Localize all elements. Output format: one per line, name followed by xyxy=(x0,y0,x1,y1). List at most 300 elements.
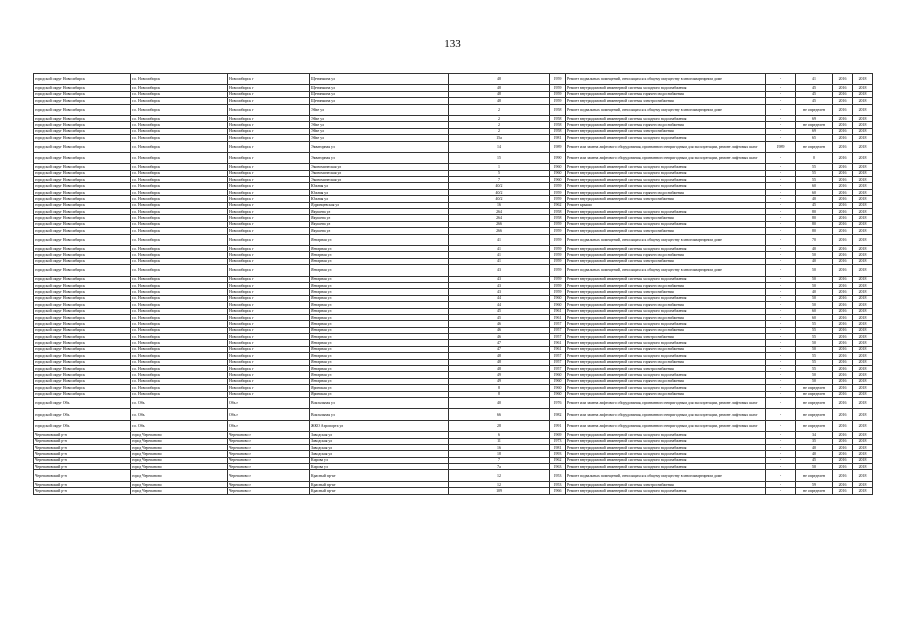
municipality-cell: г.о. Обь xyxy=(131,420,228,431)
lift-year-cell: - xyxy=(766,74,796,85)
district-cell: городской округ Новосибирск xyxy=(34,385,131,391)
lift-year-cell: - xyxy=(766,464,796,470)
lift-year-cell: - xyxy=(766,432,796,438)
municipality-cell: г.о. Новосибирск xyxy=(131,252,228,258)
district-cell: городской округ Новосибирск xyxy=(34,302,131,308)
work-cell: Ремонт внутридомовой инженерной системы электроснабжения xyxy=(566,196,766,202)
plan-end-cell: 2018 xyxy=(853,321,873,327)
year-cell: 1957 xyxy=(550,359,566,365)
municipality-cell: г.о. Новосибирск xyxy=(131,366,228,372)
district-cell: городской округ Новосибирск xyxy=(34,346,131,352)
work-cell: Ремонт внутридомовой инженерной системы холодного водоснабжения xyxy=(566,209,766,215)
plan-start-cell: 2016 xyxy=(833,289,853,295)
house-cell: 16 xyxy=(449,444,550,450)
house-cell: 6 xyxy=(449,432,550,438)
lift-year-cell: - xyxy=(766,234,796,245)
plan-start-cell: 2016 xyxy=(833,488,853,494)
plan-start-cell: 2016 xyxy=(833,258,853,264)
cost-cell: 40 xyxy=(796,245,833,251)
plan-end-cell: 2018 xyxy=(853,385,873,391)
locality-cell: Новосибирск г xyxy=(228,372,310,378)
lift-year-cell: - xyxy=(766,409,796,420)
lift-year-cell: - xyxy=(766,457,796,463)
year-cell: 1960 xyxy=(550,372,566,378)
municipality-cell: г.о. Новосибирск xyxy=(131,302,228,308)
locality-cell: Новосибирск г xyxy=(228,340,310,346)
lift-year-cell: - xyxy=(766,183,796,189)
municipality-cell: город Черепаново xyxy=(131,444,228,450)
house-cell: 264 xyxy=(449,209,550,215)
work-cell: Ремонт или замена лифтового оборудования, признанного непригодным для эксплуатации, ремонт лифтовых шахт xyxy=(566,397,766,408)
work-cell: Ремонт внутридомовой инженерной системы холодного водоснабжения xyxy=(566,85,766,91)
plan-start-cell: 2016 xyxy=(833,409,853,420)
locality-cell: Новосибирск г xyxy=(228,353,310,359)
locality-cell: Новосибирск г xyxy=(228,135,310,141)
municipality-cell: г.о. Новосибирск xyxy=(131,215,228,221)
cost-cell: 45 xyxy=(796,98,833,104)
house-cell: 46 xyxy=(449,327,550,333)
plan-start-cell: 2016 xyxy=(833,302,853,308)
lift-year-cell: - xyxy=(766,209,796,215)
district-cell: городской округ Новосибирск xyxy=(34,189,131,195)
lift-year-cell: - xyxy=(766,334,796,340)
house-cell: 45 xyxy=(449,314,550,320)
work-cell: Ремонт внутридомовой инженерной системы холодного водоснабжения xyxy=(566,438,766,444)
plan-start-cell: 2016 xyxy=(833,135,853,141)
street-cell: Янтарная ул xyxy=(310,252,449,258)
cost-cell: не определен xyxy=(796,397,833,408)
lift-year-cell: - xyxy=(766,215,796,221)
plan-start-cell: 2016 xyxy=(833,432,853,438)
lift-year-cell: - xyxy=(766,372,796,378)
lift-year-cell: - xyxy=(766,470,796,481)
year-cell: 1960 xyxy=(550,170,566,176)
lift-year-cell: - xyxy=(766,378,796,384)
locality-cell: Новосибирск г xyxy=(228,359,310,365)
plan-end-cell: 2018 xyxy=(853,104,873,115)
year-cell: 1982 xyxy=(550,409,566,420)
work-cell: Ремонт внутридомовой инженерной системы холодного водоснабжения xyxy=(566,276,766,282)
lift-year-cell: - xyxy=(766,444,796,450)
municipality-cell: г.о. Новосибирск xyxy=(131,209,228,215)
work-cell: Ремонт внутридомовой инженерной системы горячего водоснабжения xyxy=(566,252,766,258)
house-cell: 48 xyxy=(449,366,550,372)
plan-end-cell: 2018 xyxy=(853,346,873,352)
house-cell: 8 xyxy=(449,385,550,391)
locality-cell: Новосибирск г xyxy=(228,276,310,282)
street-cell: Янтарная ул xyxy=(310,234,449,245)
house-cell: 45 xyxy=(449,308,550,314)
work-cell: Ремонт внутридомовой инженерной системы электроснабжения xyxy=(566,366,766,372)
year-cell: 1973 xyxy=(550,438,566,444)
plan-start-cell: 2016 xyxy=(833,464,853,470)
municipality-cell: г.о. Новосибирск xyxy=(131,321,228,327)
district-cell: городской округ Новосибирск xyxy=(34,321,131,327)
house-cell: 40/2 xyxy=(449,196,550,202)
cost-cell: 40 xyxy=(796,444,833,450)
street-cell: Южная ул xyxy=(310,196,449,202)
plan-end-cell: 2018 xyxy=(853,444,873,450)
plan-start-cell: 2016 xyxy=(833,385,853,391)
year-cell: 1989 xyxy=(550,141,566,152)
year-cell: 1957 xyxy=(550,321,566,327)
house-cell: 28 xyxy=(449,420,550,431)
work-cell: Ремонт внутридомовой инженерной системы холодного водоснабжения xyxy=(566,170,766,176)
cost-cell: 50 xyxy=(796,346,833,352)
street-cell: Янтарная ул xyxy=(310,346,449,352)
work-cell: Ремонт или замена лифтового оборудования, признанного непригодным для эксплуатации, ремонт лифтовых шахт xyxy=(566,141,766,152)
house-cell: 48 xyxy=(449,85,550,91)
lift-year-cell: - xyxy=(766,135,796,141)
house-cell: 12 xyxy=(449,470,550,481)
street-cell: Ядринцевская ул xyxy=(310,202,449,208)
cost-cell: 80 xyxy=(796,221,833,227)
locality-cell: Новосибирск г xyxy=(228,122,310,128)
district-cell: городской округ Новосибирск xyxy=(34,245,131,251)
house-cell: 15 xyxy=(449,152,550,163)
street-cell: Красный пр-кт xyxy=(310,488,449,494)
locality-cell: Новосибирск г xyxy=(228,202,310,208)
work-cell: Ремонт внутридомовой инженерной системы горячего водоснабжения xyxy=(566,314,766,320)
street-cell: Красный пр-кт xyxy=(310,481,449,487)
district-cell: городской округ Новосибирск xyxy=(34,215,131,221)
house-cell: 47 xyxy=(449,340,550,346)
year-cell: 1958 xyxy=(550,122,566,128)
street-cell: Янтарная ул xyxy=(310,321,449,327)
street-cell: Янтарная ул xyxy=(310,340,449,346)
cost-cell: 55 xyxy=(796,327,833,333)
district-cell: городской округ Новосибирск xyxy=(34,308,131,314)
year-cell: 1960 xyxy=(550,295,566,301)
district-cell: городской округ Новосибирск xyxy=(34,202,131,208)
year-cell: 1959 xyxy=(550,276,566,282)
work-cell: Ремонт внутридомовой инженерной системы холодного водоснабжения xyxy=(566,457,766,463)
year-cell: 1959 xyxy=(550,245,566,251)
cost-cell: 45 xyxy=(796,457,833,463)
locality-cell: Новосибирск г xyxy=(228,308,310,314)
district-cell: городской округ Новосибирск xyxy=(34,164,131,170)
plan-end-cell: 2018 xyxy=(853,252,873,258)
district-cell: городской округ Новосибирск xyxy=(34,98,131,104)
house-cell: 7а xyxy=(449,464,550,470)
lift-year-cell: - xyxy=(766,321,796,327)
house-cell: 8 xyxy=(449,391,550,397)
plan-end-cell: 2018 xyxy=(853,91,873,97)
year-cell: 1957 xyxy=(550,366,566,372)
plan-start-cell: 2016 xyxy=(833,177,853,183)
municipality-cell: г.о. Новосибирск xyxy=(131,245,228,251)
plan-start-cell: 2016 xyxy=(833,85,853,91)
street-cell: Кирова ул xyxy=(310,464,449,470)
plan-start-cell: 2016 xyxy=(833,122,853,128)
district-cell: городской округ Новосибирск xyxy=(34,372,131,378)
lift-year-cell: - xyxy=(766,391,796,397)
municipality-cell: город Черепаново xyxy=(131,481,228,487)
house-cell: 48 xyxy=(449,98,550,104)
district-cell: городской округ Новосибирск xyxy=(34,196,131,202)
street-cell: Щетинкина ул xyxy=(310,85,449,91)
lift-year-cell: - xyxy=(766,488,796,494)
cost-cell: 50 xyxy=(796,282,833,288)
table-row xyxy=(34,420,873,431)
municipality-cell: город Черепаново xyxy=(131,438,228,444)
plan-start-cell: 2016 xyxy=(833,470,853,481)
street-cell: Эйхе ул xyxy=(310,104,449,115)
municipality-cell: г.о. Новосибирск xyxy=(131,359,228,365)
district-cell: городской округ Новосибирск xyxy=(34,122,131,128)
year-cell: 1963 xyxy=(550,464,566,470)
cost-cell: 40 xyxy=(796,196,833,202)
locality-cell: Новосибирск г xyxy=(228,295,310,301)
district-cell: Черепановский р-н xyxy=(34,451,131,457)
cost-cell: 55 xyxy=(796,177,833,183)
street-cell: Янтарная ул xyxy=(310,314,449,320)
municipality-cell: г.о. Новосибирск xyxy=(131,189,228,195)
house-cell: 46 xyxy=(449,334,550,340)
plan-end-cell: 2018 xyxy=(853,74,873,85)
year-cell: 1959 xyxy=(550,282,566,288)
cost-cell: 45 xyxy=(796,202,833,208)
street-cell: Экономическая ул xyxy=(310,177,449,183)
table-row xyxy=(34,397,873,408)
cost-cell: 80 xyxy=(796,209,833,215)
plan-end-cell: 2018 xyxy=(853,409,873,420)
plan-start-cell: 2016 xyxy=(833,202,853,208)
plan-end-cell: 2018 xyxy=(853,432,873,438)
street-cell: Янтарная ул xyxy=(310,378,449,384)
table-body xyxy=(34,74,873,495)
lift-year-cell: - xyxy=(766,245,796,251)
year-cell: 1961 xyxy=(550,314,566,320)
locality-cell: Новосибирск г xyxy=(228,265,310,276)
plan-end-cell: 2018 xyxy=(853,302,873,308)
plan-end-cell: 2018 xyxy=(853,420,873,431)
plan-end-cell: 2018 xyxy=(853,314,873,320)
street-cell: Вокзальная ул xyxy=(310,397,449,408)
plan-end-cell: 2018 xyxy=(853,295,873,301)
street-cell: Южная ул xyxy=(310,189,449,195)
plan-start-cell: 2016 xyxy=(833,152,853,163)
lift-year-cell: - xyxy=(766,98,796,104)
lift-year-cell: - xyxy=(766,189,796,195)
municipality-cell: г.о. Новосибирск xyxy=(131,202,228,208)
street-cell: Экономическая ул xyxy=(310,170,449,176)
cost-cell: 45 xyxy=(796,91,833,97)
plan-end-cell: 2018 xyxy=(853,451,873,457)
district-cell: городской округ Новосибирск xyxy=(34,378,131,384)
lift-year-cell: - xyxy=(766,308,796,314)
lift-year-cell: - xyxy=(766,196,796,202)
work-cell: Ремонт внутридомовой инженерной системы электроснабжения xyxy=(566,98,766,104)
plan-start-cell: 2016 xyxy=(833,295,853,301)
municipality-cell: г.о. Новосибирск xyxy=(131,170,228,176)
cost-cell: 60 xyxy=(796,308,833,314)
house-cell: 15а xyxy=(449,135,550,141)
lift-year-cell: - xyxy=(766,282,796,288)
house-cell: 43 xyxy=(449,282,550,288)
lift-year-cell: - xyxy=(766,276,796,282)
work-cell: Ремонт внутридомовой инженерной системы холодного водоснабжения xyxy=(566,115,766,121)
locality-cell: Черепаново г xyxy=(228,438,310,444)
plan-start-cell: 2016 xyxy=(833,359,853,365)
municipality-cell: г.о. Новосибирск xyxy=(131,258,228,264)
district-cell: городской округ Новосибирск xyxy=(34,234,131,245)
lift-year-cell: - xyxy=(766,302,796,308)
locality-cell: Обь г xyxy=(228,420,310,431)
lift-year-cell: - xyxy=(766,152,796,163)
house-cell: 2 xyxy=(449,115,550,121)
cost-cell: 70 xyxy=(796,234,833,245)
plan-start-cell: 2016 xyxy=(833,170,853,176)
work-cell: Ремонт или замена лифтового оборудования, признанного непригодным для эксплуатации, ремонт лифтовых шахт xyxy=(566,420,766,431)
street-cell: Экваторная ул xyxy=(310,141,449,152)
cost-cell: не определен xyxy=(796,488,833,494)
plan-end-cell: 2018 xyxy=(853,135,873,141)
cost-cell: 40 xyxy=(796,289,833,295)
table-row xyxy=(34,152,873,163)
cost-cell: 55 xyxy=(796,353,833,359)
plan-start-cell: 2016 xyxy=(833,252,853,258)
municipality-cell: г.о. Новосибирск xyxy=(131,295,228,301)
district-cell: городской округ Новосибирск xyxy=(34,141,131,152)
street-cell: Янтарная ул xyxy=(310,302,449,308)
street-cell: Янтарная ул xyxy=(310,265,449,276)
municipality-cell: г.о. Новосибирск xyxy=(131,334,228,340)
lift-year-cell: - xyxy=(766,385,796,391)
year-cell: 1958 xyxy=(550,215,566,221)
cost-cell: 50 xyxy=(796,372,833,378)
plan-end-cell: 2018 xyxy=(853,464,873,470)
plan-end-cell: 2018 xyxy=(853,141,873,152)
house-cell: 41 xyxy=(449,258,550,264)
street-cell: Янтарная ул xyxy=(310,334,449,340)
municipality-cell: г.о. Новосибирск xyxy=(131,385,228,391)
locality-cell: Новосибирск г xyxy=(228,258,310,264)
work-cell: Ремонт внутридомовой инженерной системы горячего водоснабжения xyxy=(566,302,766,308)
municipality-cell: г.о. Новосибирск xyxy=(131,177,228,183)
work-cell: Ремонт внутридомовой инженерной системы горячего водоснабжения xyxy=(566,282,766,288)
cost-cell: не определен xyxy=(796,420,833,431)
cost-cell: 50 xyxy=(796,265,833,276)
year-cell: 1959 xyxy=(550,289,566,295)
plan-start-cell: 2016 xyxy=(833,438,853,444)
cost-cell: 55 xyxy=(796,366,833,372)
lift-year-cell: - xyxy=(766,359,796,365)
lift-year-cell: - xyxy=(766,85,796,91)
district-cell: городской округ Новосибирск xyxy=(34,135,131,141)
work-cell: Ремонт подвальных помещений, относящихся к общему имуществу в многоквартирном доме xyxy=(566,234,766,245)
cost-cell: 55 xyxy=(796,164,833,170)
municipality-cell: г.о. Новосибирск xyxy=(131,141,228,152)
district-cell: городской округ Новосибирск xyxy=(34,276,131,282)
year-cell: 1962 xyxy=(550,202,566,208)
work-cell: Ремонт внутридомовой инженерной системы холодного водоснабжения xyxy=(566,432,766,438)
locality-cell: Новосибирск г xyxy=(228,104,310,115)
year-cell: 1990 xyxy=(550,152,566,163)
house-cell: 109 xyxy=(449,488,550,494)
municipality-cell: г.о. Новосибирск xyxy=(131,327,228,333)
plan-end-cell: 2018 xyxy=(853,234,873,245)
work-cell: Ремонт внутридомовой инженерной системы горячего водоснабжения xyxy=(566,359,766,365)
work-cell: Ремонт внутридомовой инженерной системы электроснабжения xyxy=(566,215,766,221)
house-cell: 266 xyxy=(449,221,550,227)
table-row xyxy=(34,104,873,115)
street-cell: Якушева ул xyxy=(310,228,449,234)
work-cell: Ремонт внутридомовой инженерной системы холодного водоснабжения xyxy=(566,135,766,141)
street-cell: Янтарная ул xyxy=(310,245,449,251)
house-cell: 49 xyxy=(449,378,550,384)
locality-cell: Новосибирск г xyxy=(228,128,310,134)
cost-cell: 55 xyxy=(796,334,833,340)
plan-end-cell: 2018 xyxy=(853,183,873,189)
year-cell: 1961 xyxy=(550,340,566,346)
house-cell: 48 xyxy=(449,74,550,85)
year-cell: 1959 xyxy=(550,74,566,85)
plan-end-cell: 2018 xyxy=(853,378,873,384)
cost-cell: 41 xyxy=(796,74,833,85)
cost-cell: 55 xyxy=(796,170,833,176)
municipality-cell: г.о. Новосибирск xyxy=(131,152,228,163)
locality-cell: Новосибирск г xyxy=(228,152,310,163)
street-cell: Заводская ул xyxy=(310,444,449,450)
year-cell: 1961 xyxy=(550,308,566,314)
locality-cell: Новосибирск г xyxy=(228,302,310,308)
table-row xyxy=(34,74,873,85)
district-cell: Черепановский р-н xyxy=(34,488,131,494)
plan-end-cell: 2018 xyxy=(853,221,873,227)
cost-cell: 60 xyxy=(796,183,833,189)
district-cell: городской округ Новосибирск xyxy=(34,170,131,176)
locality-cell: Новосибирск г xyxy=(228,314,310,320)
lift-year-cell: - xyxy=(766,366,796,372)
locality-cell: Новосибирск г xyxy=(228,228,310,234)
house-cell: 43 xyxy=(449,276,550,282)
plan-end-cell: 2018 xyxy=(853,340,873,346)
district-cell: городской округ Новосибирск xyxy=(34,104,131,115)
plan-end-cell: 2018 xyxy=(853,457,873,463)
district-cell: городской округ Новосибирск xyxy=(34,314,131,320)
municipality-cell: г.о. Новосибирск xyxy=(131,282,228,288)
street-cell: Экономическая ул xyxy=(310,164,449,170)
house-cell: 46 xyxy=(449,321,550,327)
work-cell: Ремонт подвальных помещений, относящихся к общему имуществу в многоквартирном доме xyxy=(566,470,766,481)
street-cell: Янтарная ул xyxy=(310,327,449,333)
municipality-cell: г.о. Новосибирск xyxy=(131,74,228,85)
locality-cell: Новосибирск г xyxy=(228,215,310,221)
locality-cell: Новосибирск г xyxy=(228,289,310,295)
lift-year-cell: - xyxy=(766,128,796,134)
work-cell: Ремонт подвальных помещений, относящихся к общему имуществу в многоквартирном доме xyxy=(566,74,766,85)
district-cell: городской округ Новосибирск xyxy=(34,359,131,365)
plan-start-cell: 2016 xyxy=(833,128,853,134)
municipality-cell: г.о. Новосибирск xyxy=(131,340,228,346)
plan-start-cell: 2016 xyxy=(833,451,853,457)
municipality-cell: город Черепаново xyxy=(131,457,228,463)
municipality-cell: г.о. Новосибирск xyxy=(131,85,228,91)
street-cell: Щетинкина ул xyxy=(310,74,449,85)
year-cell: 1960 xyxy=(550,385,566,391)
municipality-cell: г.о. Новосибирск xyxy=(131,221,228,227)
work-cell: Ремонт внутридомовой инженерной системы холодного водоснабжения xyxy=(566,385,766,391)
work-cell: Ремонт внутридомовой инженерной системы горячего водоснабжения xyxy=(566,91,766,97)
year-cell: 1960 xyxy=(550,177,566,183)
street-cell: Якушева ул xyxy=(310,209,449,215)
locality-cell: Новосибирск г xyxy=(228,183,310,189)
locality-cell: Новосибирск г xyxy=(228,141,310,152)
work-cell: Ремонт внутридомовой инженерной системы холодного водоснабжения xyxy=(566,177,766,183)
municipality-cell: г.о. Новосибирск xyxy=(131,346,228,352)
cost-cell: 60 xyxy=(796,314,833,320)
